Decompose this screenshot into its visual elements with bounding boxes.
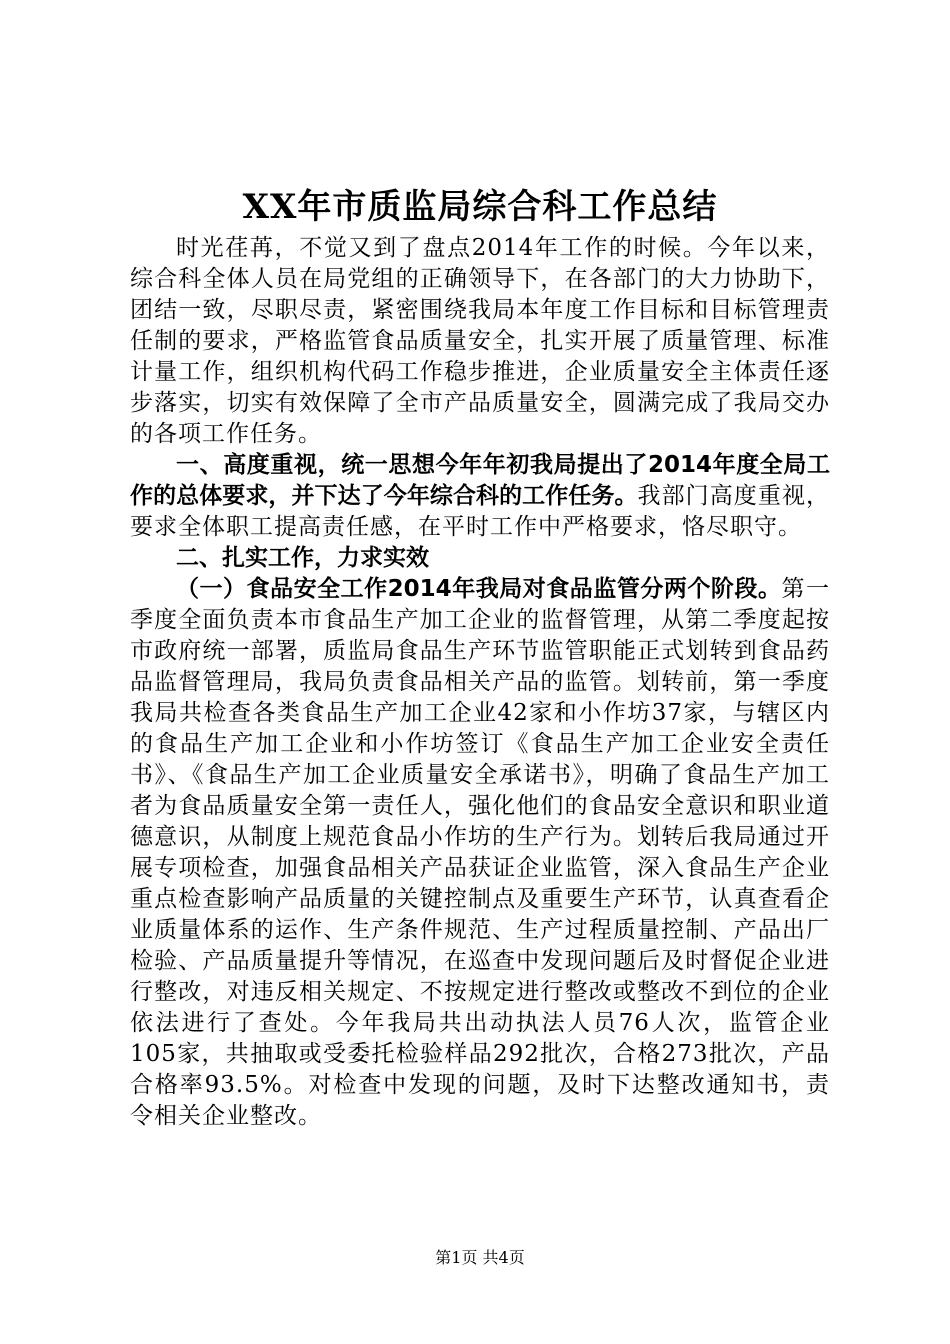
- document-title: XX年市质监局综合科工作总结: [242, 187, 718, 227]
- page-footer: 第1页 共4页: [435, 1248, 525, 1267]
- section-1-body: 我部门高度重视，要求全体职工提高责任感，在平时工作中严格要求，恪尽职守。: [130, 483, 831, 540]
- subsection-1-heading: （一）食品安全工作2014年我局对食品监管分两个阶段。: [176, 576, 782, 602]
- intro-paragraph: 时光荏苒，不觉又到了盘点2014年工作的时候。今年以来，综合科全体人员在局党组的正确领导下，在各部门的大力协助下，团结一致，尽职尽责，紧密围绕我局本年度工作目标和目标管理责任制的要求，严格监管食品质量安全，扎实开展了质量管理、标准计量工作，组织机构代码工作稳步推进，企业质量安全主体责任逐步落实，切实有效保障了全市产品质量安全，圆满完成了我局交办的各项工作任务。: [130, 235, 830, 447]
- section-2-paragraph: [130, 543, 830, 574]
- document-body: [130, 233, 830, 1132]
- subsection-1-paragraph: [130, 574, 830, 1132]
- section-1-paragraph: [130, 450, 830, 543]
- section-2-heading: 二、扎实工作，力求实效: [176, 545, 429, 571]
- subsection-1-body: 第一季度全面负责本市食品生产加工企业的监督管理，从第二季度起按市政府统一部署，质监局食品生产环节监管职能正式划转到食品药品监督管理局，我局负责食品相关产品的监管。划转前，第一季度我局共检查各类食品生产加工企业42家和小作坊37家，与辖区内的食品生产加工企业和小作坊签订《食品生产加工企业安全责任书》、《食品生产加工企业质量安全承诺书》，明确了食品生产加工者为食品质量安全第一责任人，强化他们的食品安全意识和职业道德意识，从制度上规范食品小作坊的生产行为。划转后我局通过开展专项检查，加强食品相关产品获证企业监管，深入食品生产企业重点检查影响产品质量的关键控制点及重要生产环节，认真查看企业质量体系的运作、生产条件规范、生产过程质量控制、产品出厂检验、产品质量提升等情况，在巡查中发现问题后及时督促企业进行整改，对违反相关规定、不按规定进行整改或整改不到位的企业依法进行了查处。今年我局共出动执法人员76人次，监管企业105家，共抽取或受委托检验样品292批次，合格273批次，产品合格率93.5%。对检查中发现的问题，及时下达整改通知书，责令相关企业整改。: [130, 576, 831, 1129]
- section-1-heading: 一、高度重视，统一思想今年年初我局提出了2014年度全局工作的总体要求，并下达了今年综合科的工作任务。: [130, 452, 830, 509]
